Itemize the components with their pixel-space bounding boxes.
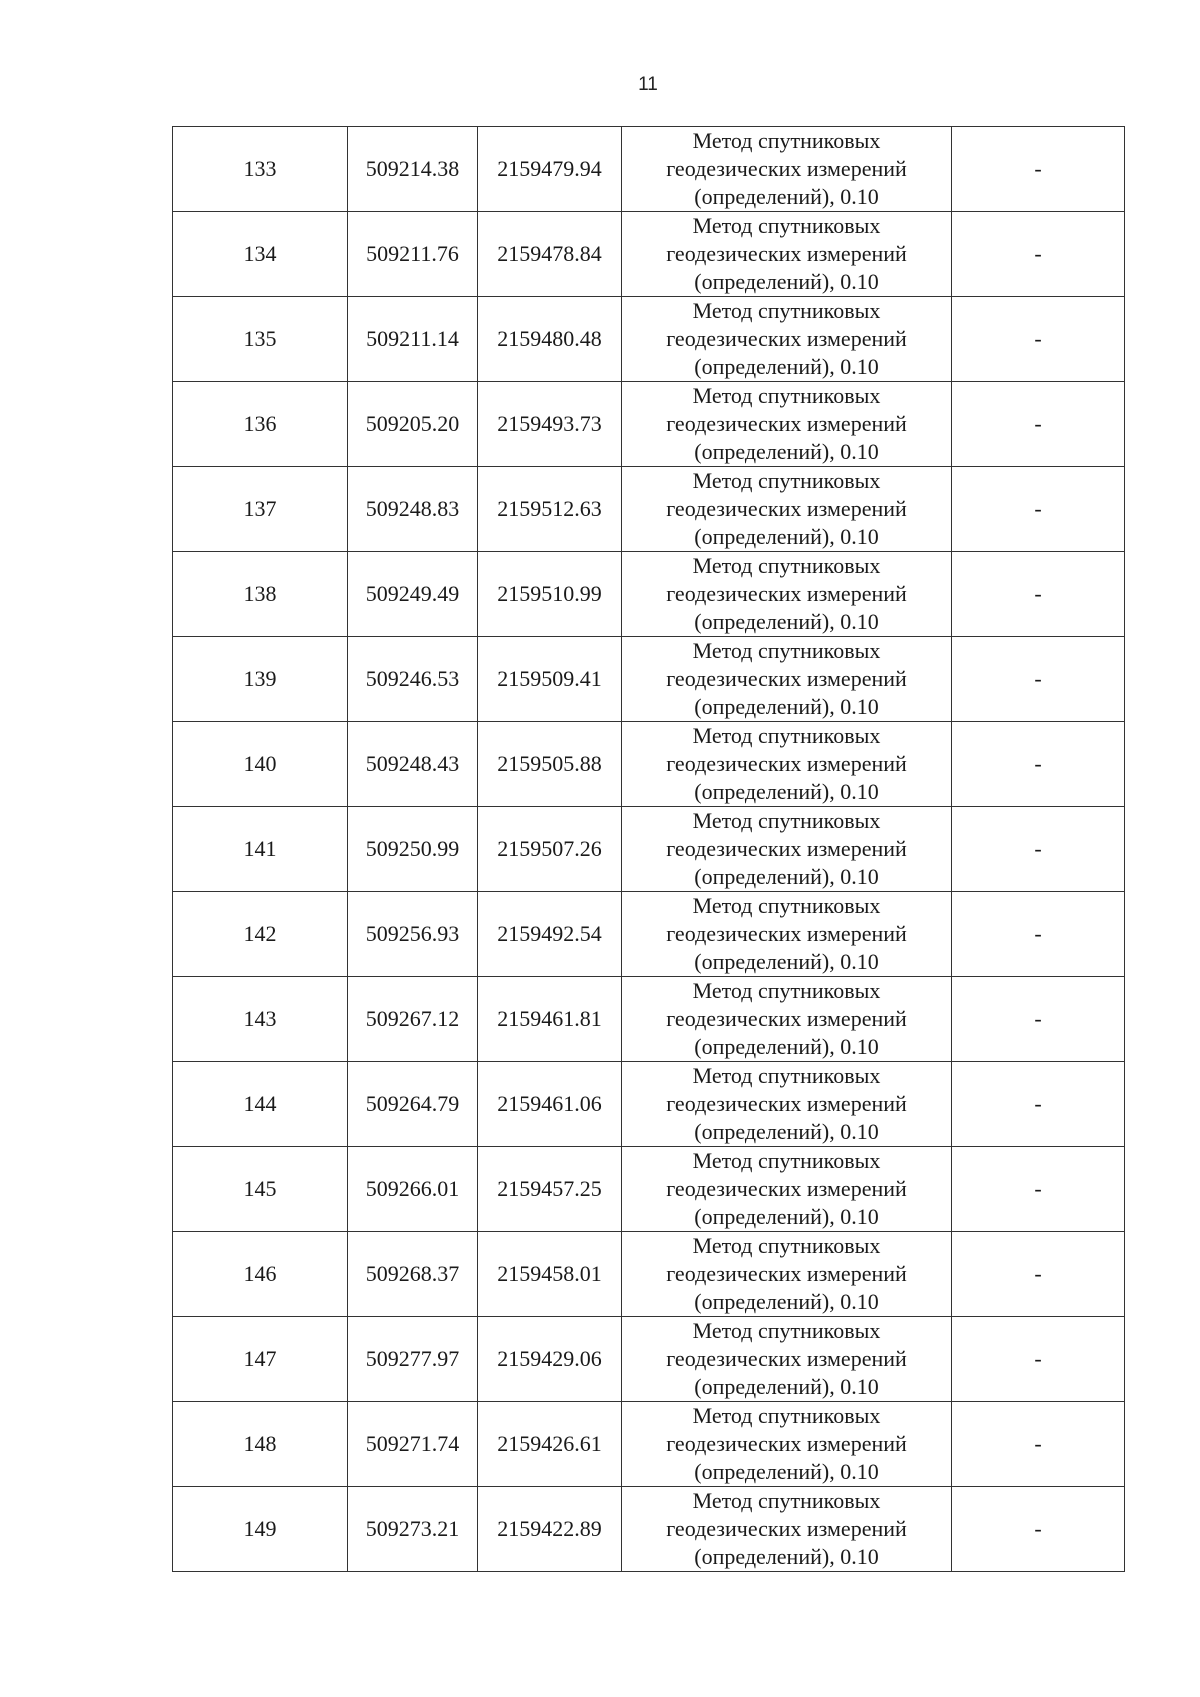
method-text-line: Метод спутниковых xyxy=(692,1148,881,1173)
method-text-line: геодезических измерений xyxy=(666,751,907,776)
method-text-line: Метод спутниковых xyxy=(692,298,881,323)
note-cell: - xyxy=(952,552,1125,637)
y-coordinate-cell: 2159505.88 xyxy=(478,722,622,807)
method-text-line: Метод спутниковых xyxy=(692,808,881,833)
method-text-line: геодезических измерений xyxy=(666,1091,907,1116)
method-cell xyxy=(622,552,952,637)
method-cell xyxy=(622,382,952,467)
table-row xyxy=(173,637,1125,722)
point-number-cell: 146 xyxy=(173,1232,348,1317)
table-row xyxy=(173,467,1125,552)
table-row xyxy=(173,722,1125,807)
note-cell: - xyxy=(952,1232,1125,1317)
y-coordinate-cell: 2159458.01 xyxy=(478,1232,622,1317)
table-row xyxy=(173,297,1125,382)
method-text-line: (определений), 0.10 xyxy=(694,1119,879,1144)
x-coordinate-cell: 509248.43 xyxy=(348,722,478,807)
x-coordinate-cell: 509266.01 xyxy=(348,1147,478,1232)
note-cell: - xyxy=(952,637,1125,722)
point-number-cell: 143 xyxy=(173,977,348,1062)
method-text-line: Метод спутниковых xyxy=(692,978,881,1003)
note-cell: - xyxy=(952,1147,1125,1232)
method-cell xyxy=(622,1317,952,1402)
method-text-line: Метод спутниковых xyxy=(692,553,881,578)
method-text-line: Метод спутниковых xyxy=(692,128,881,153)
method-text-line: Метод спутниковых xyxy=(692,213,881,238)
table-row xyxy=(173,892,1125,977)
method-text-line: (определений), 0.10 xyxy=(694,864,879,889)
method-text-line: Метод спутниковых xyxy=(692,1233,881,1258)
method-text-line: (определений), 0.10 xyxy=(694,779,879,804)
table-row xyxy=(173,1317,1125,1402)
y-coordinate-cell: 2159461.81 xyxy=(478,977,622,1062)
method-text-line: Метод спутниковых xyxy=(692,1403,881,1428)
x-coordinate-cell: 509248.83 xyxy=(348,467,478,552)
point-number-cell: 140 xyxy=(173,722,348,807)
x-coordinate-cell: 509273.21 xyxy=(348,1487,478,1572)
method-cell xyxy=(622,127,952,212)
note-cell: - xyxy=(952,212,1125,297)
x-coordinate-cell: 509214.38 xyxy=(348,127,478,212)
method-text-line: (определений), 0.10 xyxy=(694,1374,879,1399)
method-text-line: геодезических измерений xyxy=(666,241,907,266)
method-text-line: (определений), 0.10 xyxy=(694,609,879,634)
method-text-line: (определений), 0.10 xyxy=(694,1544,879,1569)
table-row xyxy=(173,1402,1125,1487)
method-cell xyxy=(622,1232,952,1317)
point-number-cell: 141 xyxy=(173,807,348,892)
method-text-line: геодезических измерений xyxy=(666,1346,907,1371)
method-text-line: геодезических измерений xyxy=(666,921,907,946)
point-number-cell: 147 xyxy=(173,1317,348,1402)
method-text-line: Метод спутниковых xyxy=(692,1488,881,1513)
coordinates-table xyxy=(172,126,1125,1572)
note-cell: - xyxy=(952,467,1125,552)
x-coordinate-cell: 509205.20 xyxy=(348,382,478,467)
method-cell xyxy=(622,1062,952,1147)
point-number-cell: 137 xyxy=(173,467,348,552)
x-coordinate-cell: 509277.97 xyxy=(348,1317,478,1402)
table-row xyxy=(173,212,1125,297)
method-text-line: геодезических измерений xyxy=(666,1176,907,1201)
method-cell xyxy=(622,637,952,722)
point-number-cell: 144 xyxy=(173,1062,348,1147)
point-number-cell: 145 xyxy=(173,1147,348,1232)
y-coordinate-cell: 2159480.48 xyxy=(478,297,622,382)
x-coordinate-cell: 509250.99 xyxy=(348,807,478,892)
method-text-line: геодезических измерений xyxy=(666,1006,907,1031)
table-row xyxy=(173,1232,1125,1317)
x-coordinate-cell: 509249.49 xyxy=(348,552,478,637)
table-row xyxy=(173,807,1125,892)
table-row xyxy=(173,127,1125,212)
x-coordinate-cell: 509211.14 xyxy=(348,297,478,382)
method-text-line: (определений), 0.10 xyxy=(694,1289,879,1314)
table-row xyxy=(173,1062,1125,1147)
coordinates-table-body xyxy=(173,127,1125,1572)
method-cell xyxy=(622,1402,952,1487)
method-text-line: геодезических измерений xyxy=(666,1431,907,1456)
method-cell xyxy=(622,1147,952,1232)
y-coordinate-cell: 2159461.06 xyxy=(478,1062,622,1147)
y-coordinate-cell: 2159510.99 xyxy=(478,552,622,637)
method-text-line: (определений), 0.10 xyxy=(694,524,879,549)
point-number-cell: 134 xyxy=(173,212,348,297)
method-cell xyxy=(622,807,952,892)
table-row xyxy=(173,977,1125,1062)
y-coordinate-cell: 2159492.54 xyxy=(478,892,622,977)
x-coordinate-cell: 509271.74 xyxy=(348,1402,478,1487)
point-number-cell: 148 xyxy=(173,1402,348,1487)
method-cell xyxy=(622,1487,952,1572)
x-coordinate-cell: 509256.93 xyxy=(348,892,478,977)
note-cell: - xyxy=(952,1487,1125,1572)
method-text-line: (определений), 0.10 xyxy=(694,184,879,209)
y-coordinate-cell: 2159457.25 xyxy=(478,1147,622,1232)
point-number-cell: 135 xyxy=(173,297,348,382)
method-text-line: геодезических измерений xyxy=(666,411,907,436)
method-text-line: Метод спутниковых xyxy=(692,893,881,918)
method-cell xyxy=(622,467,952,552)
method-text-line: геодезических измерений xyxy=(666,836,907,861)
note-cell: - xyxy=(952,127,1125,212)
method-text-line: (определений), 0.10 xyxy=(694,949,879,974)
y-coordinate-cell: 2159426.61 xyxy=(478,1402,622,1487)
note-cell: - xyxy=(952,807,1125,892)
point-number-cell: 139 xyxy=(173,637,348,722)
y-coordinate-cell: 2159512.63 xyxy=(478,467,622,552)
method-cell xyxy=(622,722,952,807)
y-coordinate-cell: 2159509.41 xyxy=(478,637,622,722)
method-text-line: (определений), 0.10 xyxy=(694,439,879,464)
y-coordinate-cell: 2159479.94 xyxy=(478,127,622,212)
note-cell: - xyxy=(952,977,1125,1062)
method-cell xyxy=(622,977,952,1062)
note-cell: - xyxy=(952,297,1125,382)
note-cell: - xyxy=(952,1062,1125,1147)
x-coordinate-cell: 509211.76 xyxy=(348,212,478,297)
method-text-line: геодезических измерений xyxy=(666,496,907,521)
method-cell xyxy=(622,297,952,382)
method-text-line: Метод спутниковых xyxy=(692,723,881,748)
note-cell: - xyxy=(952,892,1125,977)
table-row xyxy=(173,1487,1125,1572)
y-coordinate-cell: 2159507.26 xyxy=(478,807,622,892)
page-number: 11 xyxy=(638,74,658,95)
note-cell: - xyxy=(952,1317,1125,1402)
y-coordinate-cell: 2159422.89 xyxy=(478,1487,622,1572)
y-coordinate-cell: 2159493.73 xyxy=(478,382,622,467)
table-row xyxy=(173,552,1125,637)
method-text-line: (определений), 0.10 xyxy=(694,269,879,294)
method-text-line: (определений), 0.10 xyxy=(694,1459,879,1484)
note-cell: - xyxy=(952,1402,1125,1487)
method-text-line: Метод спутниковых xyxy=(692,383,881,408)
method-text-line: геодезических измерений xyxy=(666,1516,907,1541)
method-cell xyxy=(622,212,952,297)
method-text-line: (определений), 0.10 xyxy=(694,354,879,379)
method-text-line: геодезических измерений xyxy=(666,581,907,606)
method-text-line: (определений), 0.10 xyxy=(694,1034,879,1059)
y-coordinate-cell: 2159478.84 xyxy=(478,212,622,297)
method-text-line: Метод спутниковых xyxy=(692,1318,881,1343)
x-coordinate-cell: 509246.53 xyxy=(348,637,478,722)
x-coordinate-cell: 509264.79 xyxy=(348,1062,478,1147)
point-number-cell: 133 xyxy=(173,127,348,212)
point-number-cell: 138 xyxy=(173,552,348,637)
point-number-cell: 142 xyxy=(173,892,348,977)
method-text-line: Метод спутниковых xyxy=(692,638,881,663)
method-text-line: геодезических измерений xyxy=(666,666,907,691)
table-row xyxy=(173,382,1125,467)
method-text-line: (определений), 0.10 xyxy=(694,694,879,719)
method-cell xyxy=(622,892,952,977)
table-row xyxy=(173,1147,1125,1232)
point-number-cell: 136 xyxy=(173,382,348,467)
method-text-line: геодезических измерений xyxy=(666,326,907,351)
method-text-line: Метод спутниковых xyxy=(692,1063,881,1088)
note-cell: - xyxy=(952,722,1125,807)
method-text-line: геодезических измерений xyxy=(666,156,907,181)
method-text-line: геодезических измерений xyxy=(666,1261,907,1286)
point-number-cell: 149 xyxy=(173,1487,348,1572)
y-coordinate-cell: 2159429.06 xyxy=(478,1317,622,1402)
note-cell: - xyxy=(952,382,1125,467)
method-text-line: (определений), 0.10 xyxy=(694,1204,879,1229)
x-coordinate-cell: 509267.12 xyxy=(348,977,478,1062)
x-coordinate-cell: 509268.37 xyxy=(348,1232,478,1317)
method-text-line: Метод спутниковых xyxy=(692,468,881,493)
